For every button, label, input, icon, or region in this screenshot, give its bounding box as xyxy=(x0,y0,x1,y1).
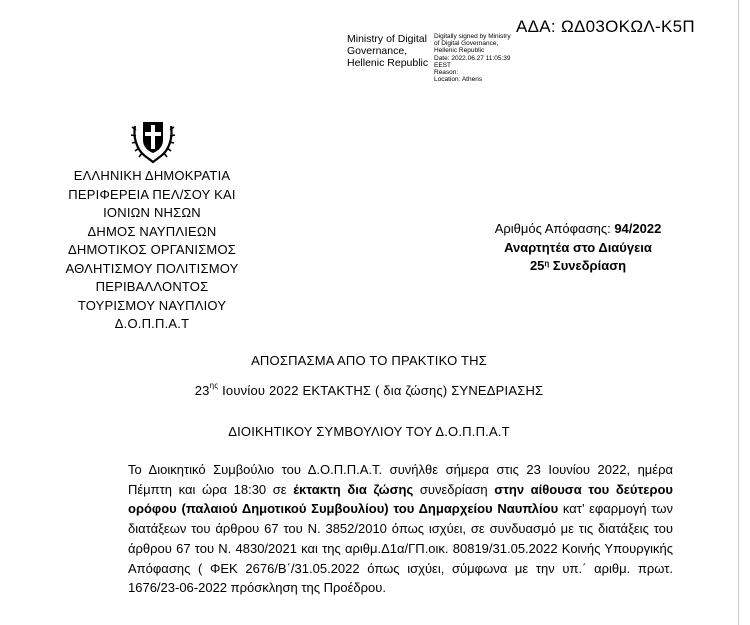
decision-number xyxy=(477,220,679,239)
body-text-1: Το Διοικητικό Συμβούλιο του Δ.Ο.Π.Π.Α.Τ. συνήλθε σήμερα στις 23 Ιουνίου 2022, ημέρα Πέμπτη και ώρα 18:30 σε xyxy=(128,462,673,497)
decision-number-value: 94/2022 xyxy=(614,221,662,236)
body-bold-2: στην αίθουσα του δεύτερου ορόφου (παλαιού Δημοτικού Συμβουλίου) του Δημαρχείου Ναυπλίου xyxy=(128,481,673,517)
session-number xyxy=(477,257,679,276)
body-bold-1: έκτακτη δια ζώσης xyxy=(293,481,414,497)
header-line: ΤΟΥΡΙΣΜΟΥ ΝΑΥΠΛΙΟΥ xyxy=(77,297,227,313)
signer-line: Ministry of Digital xyxy=(347,33,427,45)
header-line: ΔΗΜΟΤΙΚΟΣ ΟΡΓΑΝΙΣΜΟΣ xyxy=(67,242,237,257)
body-text-2: συνεδρίαση xyxy=(413,481,495,497)
signature-detail-line: Location: Athens xyxy=(434,76,483,84)
session-num: 25 xyxy=(529,258,545,273)
signature-detail-line: Hellenic Republic xyxy=(434,47,485,55)
diavgeia-note: Αναρτητέα στο Διαύγεια xyxy=(504,239,652,255)
title-line-2 xyxy=(0,383,738,398)
title-line-1: ΑΠΟΣΠΑΣΜΑ ΑΠΟ ΤΟ ΠΡΑΚΤΙΚΟ ΤΗΣ xyxy=(251,353,487,368)
signature-detail-line: Reason: xyxy=(434,69,459,77)
signer-line: Hellenic Republic xyxy=(347,57,429,69)
header-line: ΙΟΝΙΩΝ ΝΗΣΩΝ xyxy=(103,205,201,220)
title-day-sup: ης xyxy=(209,381,219,390)
title-line-3: ΔΙΟΙΚΗΤΙΚΟΥ ΣΥΜΒΟΥΛΙΟΥ ΤΟΥ Δ.Ο.Π.Π.Α.Τ xyxy=(228,424,510,439)
signature-detail-line: of Digital Governance, xyxy=(434,40,499,48)
greek-coat-of-arms-icon xyxy=(127,116,179,164)
signature-detail-line: Digitally signed by Ministry xyxy=(434,33,511,40)
body-text-3: κατ’ εφαρμογή των διατάξεων του άρθρου 67 του Ν. 3852/2010 όπως ισχύει, σε συνδυασμό με τις διατάξεις του άρθρου 67 του Ν. 4830/2021 και της αριθμ.Δ1α/ΓΠ.οικ. 80819/31.05.2022 Κοινής Υπουργικής Απόφασης ( ΦΕΚ 2676/Β΄/31.05.2022 όπως ισχύει, σύμφωνα με την υπ.΄ αριθμ. πρωτ. 1676/23-06-2022 πρόσκληση της Προέδρου. xyxy=(128,501,674,596)
title-line-2-rest: Ιουνίου 2022 ΕΚΤΑΚΤΗΣ ( δια ζώσης) ΣΥΝΕΔΡΙΑΣΗΣ xyxy=(218,383,544,398)
ada-code: ΑΔΑ: ΩΔ03ΟΚΩΛ-Κ5Π xyxy=(516,17,695,36)
meeting-paragraph xyxy=(128,460,673,598)
title-day: 23 xyxy=(194,383,210,398)
signature-details xyxy=(434,33,511,83)
signature-detail-line: EEST xyxy=(434,61,451,69)
issuer-header xyxy=(58,167,246,334)
signature-detail-line: Date: 2022.06.27 11:05:39 xyxy=(434,54,511,62)
signer-line: Governance, xyxy=(347,45,408,57)
header-line: ΔΗΜΟΣ ΝΑΥΠΛΙΕΩΝ xyxy=(87,223,217,239)
header-line: ΕΛΛΗΝΙΚΗ ΔΗΜΟΚΡΑΤΙΑ xyxy=(73,168,231,183)
signature-signer xyxy=(347,33,428,69)
header-line: Δ.Ο.Π.Π.Α.Τ xyxy=(114,316,190,331)
header-line: ΠΕΡΙΦΕΡΕΙΑ ΠΕΛ/ΣΟΥ ΚΑΙ xyxy=(68,186,236,202)
header-line: ΑΘΛΗΤΙΣΜΟΥ ΠΟΛΙΤΙΣΜΟΥ xyxy=(65,260,239,276)
session-word: Συνεδρίαση xyxy=(549,258,627,273)
decision-number-label: Αριθμός Απόφασης: xyxy=(494,221,615,236)
session-sup: η xyxy=(544,259,550,268)
header-line: ΠΕΡΙΒΑΛΛΟΝΤΟΣ xyxy=(95,279,209,294)
decision-info xyxy=(477,220,679,276)
